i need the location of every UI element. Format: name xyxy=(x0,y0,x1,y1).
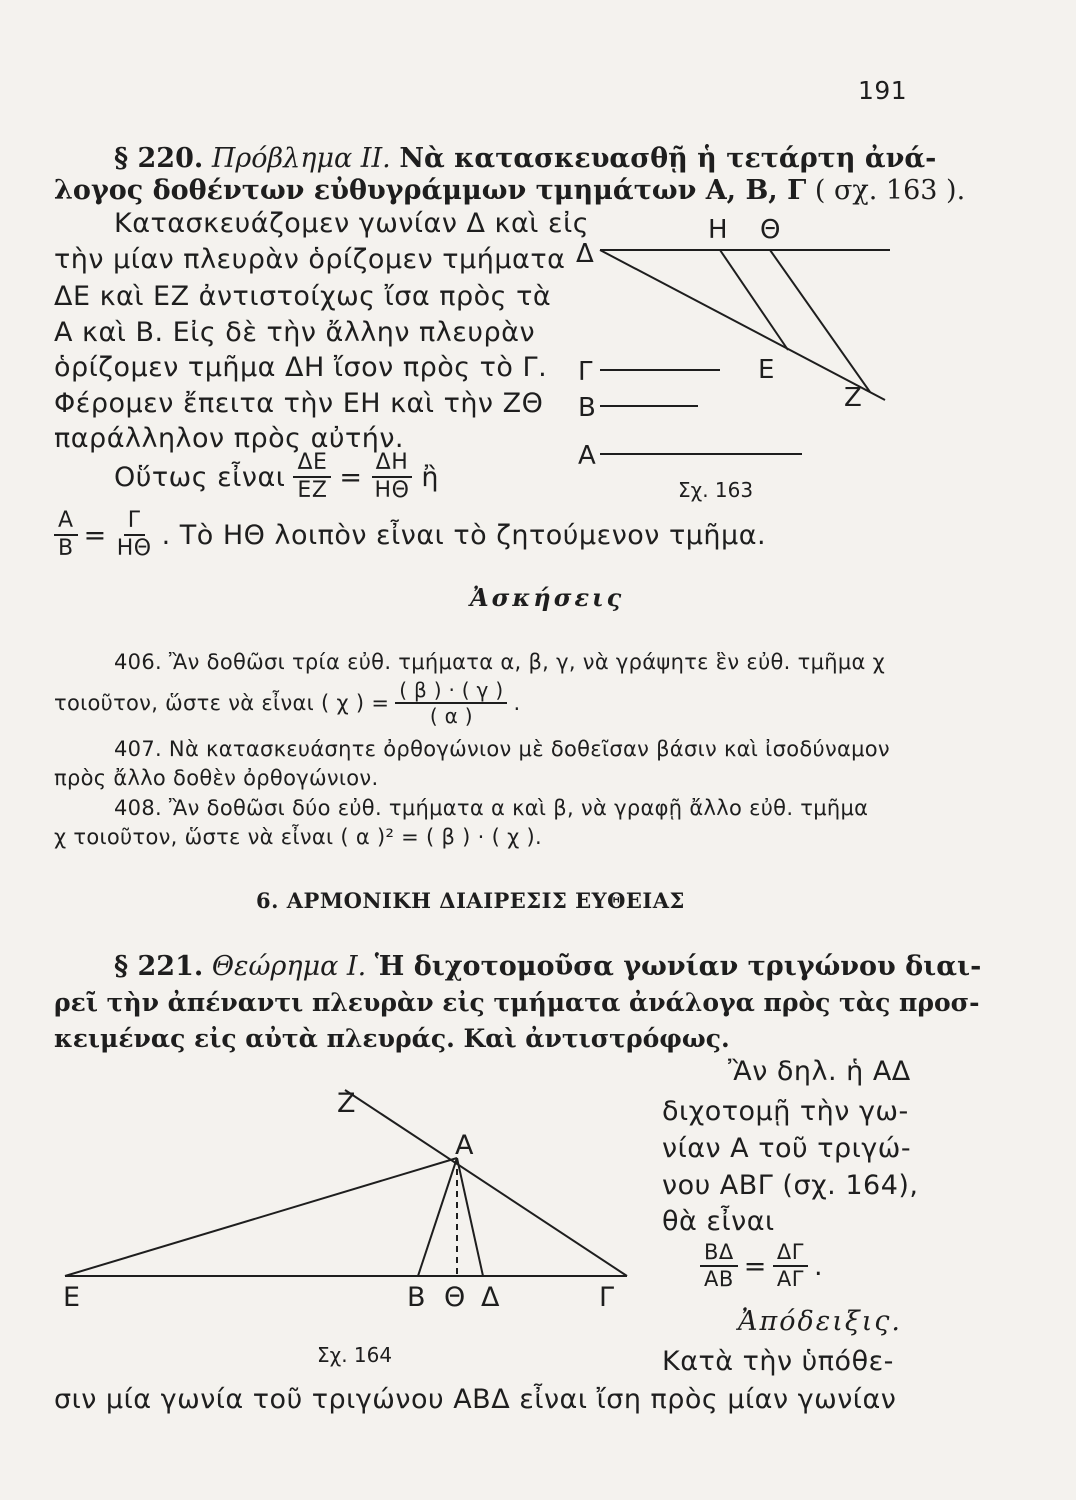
exercise-406-line1: 406. Ἂν δοθῶσι τρία εὐθ. τμήματα α, β, γ, νὰ γράψητε ἓν εὐθ. τμῆμα χ xyxy=(114,650,886,674)
figure-164 xyxy=(55,1080,645,1370)
exercise-406-text: τοιοῦτον, ὥστε νὰ εἶναι ( χ ) = xyxy=(54,691,390,715)
fig163-label-B: Β xyxy=(578,393,596,423)
exercise-407-line1: 407. Νὰ κατασκευάσητε ὀρθογώνιον μὲ δοθεῖσαν βάσιν καὶ ἰσοδύναμον xyxy=(114,737,890,761)
period: . xyxy=(813,1250,824,1282)
figure-reference: ( σχ. 163 ). xyxy=(814,175,966,206)
side-line-3: νίαν Α τοῦ τριγώ- xyxy=(662,1133,912,1164)
body-line-2: τὴν μίαν πλευρὰν ὁρίζομεν τμήματα xyxy=(54,244,566,275)
fig164-caption: Σχ. 164 xyxy=(317,1343,393,1367)
ratio-denominator: ΗΘ xyxy=(116,536,152,561)
body-line-6: Φέρομεν ἔπειτα τὴν ΕΗ καὶ τὴν ΖΘ xyxy=(54,388,544,419)
proof-line-1: Κατὰ τὴν ὑπόθε- xyxy=(662,1346,894,1377)
ratio-numerator: ΒΔ xyxy=(700,1242,738,1267)
fig164-label-A: Α xyxy=(455,1130,474,1161)
fig163-lower-ray xyxy=(600,250,885,400)
proof-label: Ἀπόδειξις. xyxy=(738,1306,902,1337)
last-line: σιν μία γωνία τοῦ τριγώνου ΑΒΔ εἶναι ἴση πρὸς μίαν γωνίαν xyxy=(54,1384,897,1415)
body-line-7: παράλληλον πρὸς αὐτήν. xyxy=(54,423,405,454)
fig163-label-Theta: Θ xyxy=(760,215,781,245)
fig164-label-E: Ε xyxy=(63,1282,81,1313)
fig164-label-Delta: Δ xyxy=(481,1282,500,1313)
ratio-denominator: ΑΒ xyxy=(704,1267,734,1291)
fig163-caption: Σχ. 163 xyxy=(678,478,754,502)
ratio-numerator: Α xyxy=(54,510,78,536)
bisector-ratio xyxy=(700,1242,823,1290)
exercises-heading: Ἀσκήσεις xyxy=(470,583,625,612)
fig163-label-E: Ε xyxy=(758,355,775,385)
ratio-numerator: ΔΓ xyxy=(773,1242,808,1267)
body-line-1: Κατασκευάζομεν γωνίαν Δ καὶ εἰς xyxy=(114,208,590,239)
ratio-a-b xyxy=(54,510,78,560)
ratio-denominator: ΕΖ xyxy=(297,478,328,503)
equals-sign: = xyxy=(743,1250,767,1282)
body-line-5: ὁρίζομεν τμῆμα ΔΗ ἴσον πρὸς τὸ Γ. xyxy=(54,352,548,383)
ratio-de-ez xyxy=(293,452,331,502)
fig163-label-Z: Ζ xyxy=(844,383,862,413)
exercise-408-line2: χ τοιοῦτον, ὥστε νὰ εἶναι ( α )² = ( β ) · ( χ ). xyxy=(54,825,542,849)
or-text: ἢ xyxy=(421,461,440,493)
ratio-g-ht xyxy=(113,510,156,560)
fig164-line-AD xyxy=(457,1158,483,1276)
fig164-line-ZG xyxy=(345,1090,627,1276)
fig164-label-Theta: Θ xyxy=(444,1282,466,1313)
ratio-denominator: ΗΘ xyxy=(374,478,410,503)
section-label: Πρόβλημα ΙΙ. xyxy=(211,143,391,174)
conclusion-line xyxy=(54,510,766,560)
fig163-line-EH xyxy=(720,250,788,350)
fig163-line-ZT xyxy=(770,250,870,392)
period: . xyxy=(513,691,521,715)
fig163-label-Gamma: Γ xyxy=(578,357,593,387)
exercise-408-line1: 408. Ἂν δοθῶσι δύο εὐθ. τμήματα α καὶ β, νὰ γραφῇ ἄλλο εὐθ. τμῆμα xyxy=(114,796,869,820)
side-line-5: θὰ εἶναι xyxy=(662,1206,775,1237)
section-label: Θεώρημα Ι. xyxy=(211,951,367,982)
exercise-407-line2: πρὸς ἄλλο δοθὲν ὀρθογώνιον. xyxy=(54,766,379,790)
section-220-title-line1 xyxy=(114,143,936,174)
fig164-line-AB xyxy=(418,1158,457,1276)
exercise-406-line2 xyxy=(54,680,520,726)
section-number: § 221. xyxy=(114,951,204,982)
section-title: Νὰ κατασκευασθῇ ἡ τετάρτη ἀνά- xyxy=(399,143,937,174)
exercise-406-fraction xyxy=(395,680,507,726)
ratio-numerator: Γ xyxy=(124,510,145,536)
ratio-numerator: ΔΗ xyxy=(372,452,413,478)
chapter-heading: 6. ΑΡΜΟΝΙΚΗ ΔΙΑΙΡΕΣΙΣ ΕΥΘΕΙΑΣ xyxy=(256,888,685,913)
fig164-label-Z: Ζ xyxy=(337,1088,356,1119)
body-line-3: ΔΕ καὶ ΕΖ ἀντιστοίχως ἴσα πρὸς τὰ xyxy=(54,281,552,312)
ratio-denominator: ΑΓ xyxy=(776,1267,804,1291)
ratio-dh-ht xyxy=(371,452,414,502)
fig163-label-Delta: Δ xyxy=(576,239,594,269)
page-number: 191 xyxy=(858,76,908,105)
ratio-denominator: Β xyxy=(58,536,74,561)
section-title-cont: λογος δοθέντων εὐθυγράμμων τμημάτων Α, Β, Γ xyxy=(54,175,807,206)
section-221-title-line3: κειμένας εἰς αὐτὰ πλευράς. Καὶ ἀντιστρόφως. xyxy=(54,1024,730,1053)
ratio-bd-ab xyxy=(700,1242,738,1290)
ratio-numerator: ΔΕ xyxy=(293,452,331,478)
equals-sign: = xyxy=(83,519,107,551)
side-line-4: νου ΑΒΓ (σχ. 164), xyxy=(662,1170,919,1201)
thus-text: Οὕτως εἶναι xyxy=(114,461,286,493)
conclusion-text: . Τὸ ΗΘ λοιπὸν εἶναι τὸ ζητούμενον τμῆμα. xyxy=(161,519,767,551)
figure-163 xyxy=(570,200,910,510)
side-line-1: Ἂν δηλ. ἡ ΑΔ xyxy=(728,1056,911,1087)
fraction-denominator: ( α ) xyxy=(429,704,473,728)
section-title: Ἡ διχοτομοῦσα γωνίαν τριγώνου διαι- xyxy=(374,951,982,982)
section-number: § 220. xyxy=(114,143,204,174)
fig163-label-H: Η xyxy=(708,215,728,245)
fig163-label-A: Α xyxy=(578,441,596,471)
equals-sign: = xyxy=(339,461,363,493)
thus-equation xyxy=(114,452,439,502)
ratio-dg-ag xyxy=(773,1242,808,1290)
section-221-title-line2: ρεῖ τὴν ἀπέναντι πλευρὰν εἰς τμήματα ἀνάλογα πρὸς τὰς προσ- xyxy=(54,988,980,1017)
side-line-2: διχοτομῇ τὴν γω- xyxy=(662,1096,909,1127)
body-line-4: Α καὶ Β. Εἰς δὲ τὴν ἄλλην πλευρὰν xyxy=(54,317,536,348)
fig164-line-EA xyxy=(65,1158,457,1276)
section-221-title-line1 xyxy=(114,951,981,982)
fraction-numerator: ( β ) · ( γ ) xyxy=(395,680,507,704)
fig164-label-Gamma: Γ xyxy=(599,1282,615,1313)
fig164-label-B: Β xyxy=(407,1282,426,1313)
